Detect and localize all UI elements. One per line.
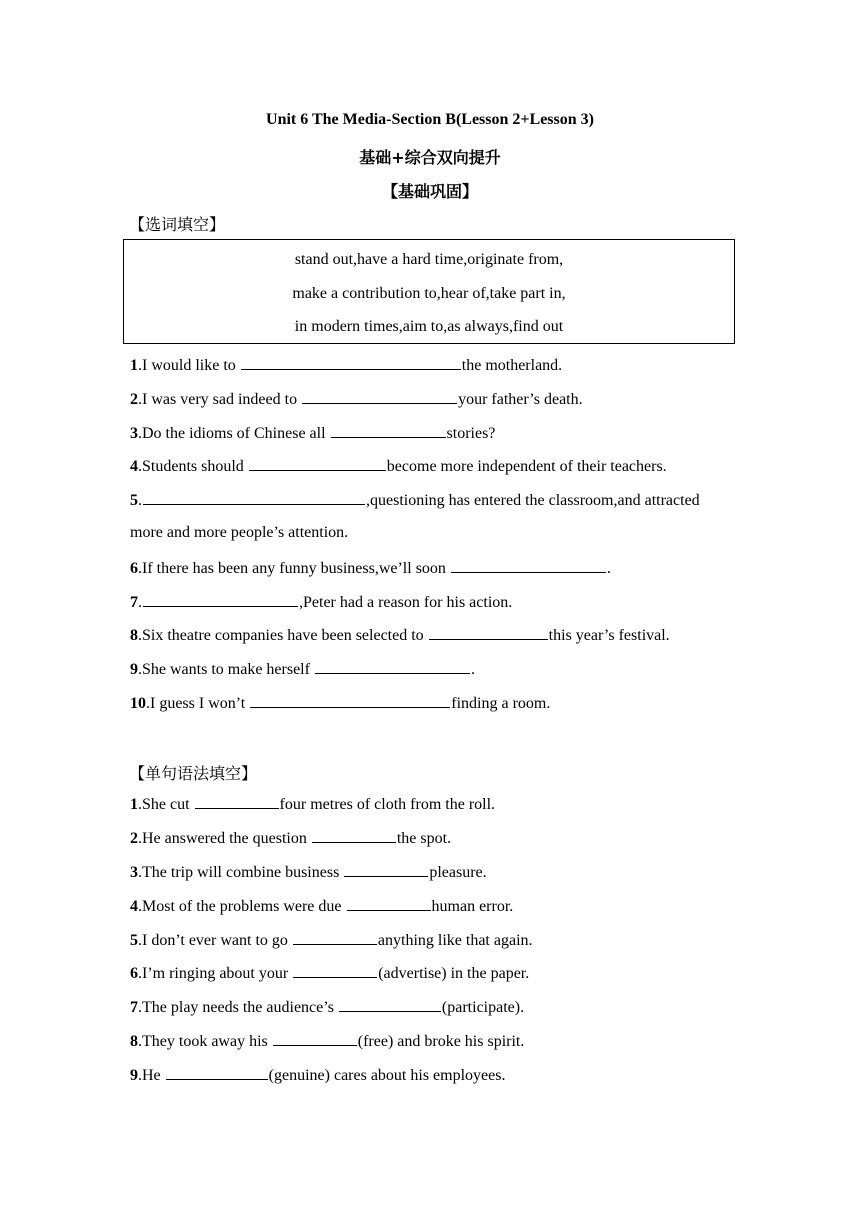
question-item (130, 355, 562, 375)
question-text: the spot. (396, 830, 452, 847)
question-text: . (138, 492, 142, 509)
question-text: .Do the idioms of Chinese all (138, 425, 326, 442)
question-number: 8 (130, 1033, 138, 1050)
section-title: 【基础巩固】 (381, 182, 478, 201)
question-text: .She cut (138, 796, 190, 813)
question-text: .Most of the problems were due (138, 898, 342, 915)
question-item (130, 558, 611, 578)
question-text: .They took away his (138, 1033, 268, 1050)
question-text: .If there has been any funny business,we’ll soon (138, 560, 446, 577)
answer-blank[interactable] (451, 558, 606, 573)
answer-blank[interactable] (293, 963, 377, 978)
question-number: 8 (130, 627, 138, 644)
question-text: four metres of cloth from the roll. (279, 796, 496, 813)
question-item (130, 794, 495, 814)
question-text: (genuine) cares about his employees. (268, 1067, 506, 1084)
answer-blank[interactable] (312, 828, 396, 843)
question-text: (free) and broke his spirit. (357, 1033, 525, 1050)
question-number: 3 (130, 864, 138, 881)
question-text: .The play needs the audience’s (138, 999, 334, 1016)
question-number: 10 (130, 695, 146, 712)
answer-blank[interactable] (143, 592, 298, 607)
question-text: (advertise) in the paper. (378, 965, 530, 982)
answer-blank[interactable] (273, 1031, 357, 1046)
question-item (130, 456, 667, 476)
question-item (130, 423, 495, 443)
answer-blank[interactable] (429, 625, 548, 640)
question-item (130, 625, 670, 645)
question-text: .I would like to (138, 357, 236, 374)
answer-blank[interactable] (143, 490, 365, 505)
question-item (130, 828, 451, 848)
question-item (130, 659, 475, 679)
question-number: 1 (130, 796, 138, 813)
question-text: .Students should (138, 458, 244, 475)
question-text: (participate). (441, 999, 525, 1016)
answer-blank[interactable] (293, 930, 377, 945)
question-item (130, 389, 583, 409)
question-text: ,questioning has entered the classroom,and attracted (366, 492, 700, 509)
question-item (130, 592, 512, 612)
part1-heading: 【选词填空】 (129, 215, 226, 234)
answer-blank[interactable] (302, 389, 457, 404)
question-text: .I was very sad indeed to (138, 391, 298, 408)
question-text: . (470, 661, 475, 678)
question-text: this year’s festival. (548, 627, 670, 644)
answer-blank[interactable] (331, 423, 446, 438)
question-text: become more independent of their teachers. (386, 458, 667, 475)
answer-blank[interactable] (344, 862, 428, 877)
question-continuation: more and more people’s attention. (130, 524, 349, 541)
question-number: 9 (130, 1067, 138, 1084)
question-text: anything like that again. (377, 932, 533, 949)
question-number: 7 (130, 999, 138, 1016)
part2-heading: 【单句语法填空】 (129, 764, 258, 783)
question-text: human error. (431, 898, 514, 915)
question-number: 1 (130, 357, 138, 374)
question-number: 7 (130, 594, 138, 611)
question-text: .He answered the question (138, 830, 307, 847)
question-item (130, 1065, 505, 1085)
question-text: .I guess I won’t (146, 695, 246, 712)
question-item (130, 997, 524, 1017)
question-number: 3 (130, 425, 138, 442)
question-number: 2 (130, 391, 138, 408)
question-number: 5 (130, 932, 138, 949)
answer-blank[interactable] (195, 794, 279, 809)
question-text: ,Peter had a reason for his action. (299, 594, 513, 611)
question-text: . (606, 560, 611, 577)
question-text: .The trip will combine business (138, 864, 340, 881)
question-item (130, 693, 550, 713)
answer-blank[interactable] (315, 659, 470, 674)
question-item (130, 490, 700, 510)
answer-blank[interactable] (249, 456, 386, 471)
question-number: 6 (130, 965, 138, 982)
question-number: 6 (130, 560, 138, 577)
question-text: .She wants to make herself (138, 661, 310, 678)
answer-blank[interactable] (339, 997, 441, 1012)
answer-blank[interactable] (347, 896, 431, 911)
question-text: .I don’t ever want to go (138, 932, 288, 949)
question-text: finding a room. (451, 695, 551, 712)
word-bank-line: stand out,have a hard time,originate from, (294, 251, 564, 268)
question-item (130, 963, 529, 983)
question-text: stories? (446, 425, 496, 442)
word-bank-box (123, 239, 735, 344)
question-number: 5 (130, 492, 138, 509)
question-item (130, 930, 533, 950)
question-text: .He (138, 1067, 161, 1084)
question-number: 9 (130, 661, 138, 678)
question-text: .Six theatre companies have been selected to (138, 627, 424, 644)
answer-blank[interactable] (166, 1065, 268, 1080)
question-item (130, 1031, 524, 1051)
question-text: your father’s death. (458, 391, 583, 408)
question-text: pleasure. (429, 864, 487, 881)
question-item (130, 862, 487, 882)
question-item (130, 896, 513, 916)
question-text: .I’m ringing about your (138, 965, 289, 982)
document-subtitle: 基础+综合双向提升 (359, 148, 501, 167)
question-text: . (138, 594, 142, 611)
answer-blank[interactable] (250, 693, 450, 708)
answer-blank[interactable] (241, 355, 461, 370)
question-number: 4 (130, 898, 138, 915)
word-bank-line: make a contribution to,hear of,take part in, (292, 285, 566, 302)
question-number: 2 (130, 830, 138, 847)
word-bank-line: in modern times,aim to,as always,find out (294, 318, 564, 335)
document-title: Unit 6 The Media-Section B(Lesson 2+Lesson 3) (266, 111, 594, 128)
question-text: the motherland. (461, 357, 563, 374)
question-number: 4 (130, 458, 138, 475)
